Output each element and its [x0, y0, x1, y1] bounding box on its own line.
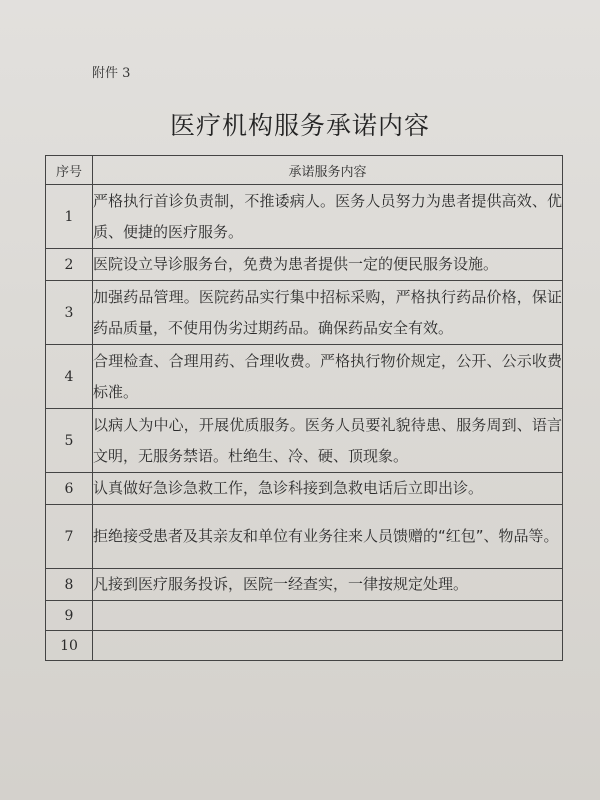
row-number: 1 [46, 185, 93, 249]
table-row [46, 409, 563, 473]
row-number: 4 [46, 345, 93, 409]
row-content: 拒绝接受患者及其亲友和单位有业务往来人员馈赠的“红包”、物品等。 [93, 505, 563, 569]
attachment-label: 附件 3 [92, 66, 131, 81]
promise-table [45, 155, 563, 661]
row-number: 6 [46, 473, 93, 505]
header-content: 承诺服务内容 [93, 156, 563, 185]
table-row [46, 505, 563, 569]
table-row [46, 345, 563, 409]
header-number: 序号 [46, 156, 93, 185]
row-number: 7 [46, 505, 93, 569]
row-content: 凡接到医疗服务投诉，医院一经查实，一律按规定处理。 [93, 569, 563, 601]
table-row [46, 569, 563, 601]
table-row [46, 631, 563, 661]
row-number: 2 [46, 249, 93, 281]
row-content: 严格执行首诊负责制，不推诿病人。医务人员努力为患者提供高效、优质、便捷的医疗服务。 [93, 185, 563, 249]
row-content [93, 601, 563, 631]
row-content [93, 631, 563, 661]
row-content: 加强药品管理。医院药品实行集中招标采购，严格执行药品价格，保证药品质量，不使用伪劣过期药品。确保药品安全有效。 [93, 281, 563, 345]
row-content: 合理检查、合理用药、合理收费。严格执行物价规定，公开、公示收费标准。 [93, 345, 563, 409]
row-number: 9 [46, 601, 93, 631]
row-number: 8 [46, 569, 93, 601]
row-content: 认真做好急诊急救工作，急诊科接到急救电话后立即出诊。 [93, 473, 563, 505]
table-header-row [46, 156, 563, 185]
page-title: 医疗机构服务承诺内容 [169, 111, 430, 140]
row-content: 以病人为中心，开展优质服务。医务人员要礼貌待患、服务周到、语言文明，无服务禁语。杜绝生、冷、硬、顶现象。 [93, 409, 563, 473]
table-row [46, 473, 563, 505]
table-row [46, 185, 563, 249]
row-number: 3 [46, 281, 93, 345]
row-content: 医院设立导诊服务台，免费为患者提供一定的便民服务设施。 [93, 249, 563, 281]
table-row [46, 601, 563, 631]
row-number: 5 [46, 409, 93, 473]
row-number: 10 [46, 631, 93, 661]
table-row [46, 249, 563, 281]
table-row [46, 281, 563, 345]
